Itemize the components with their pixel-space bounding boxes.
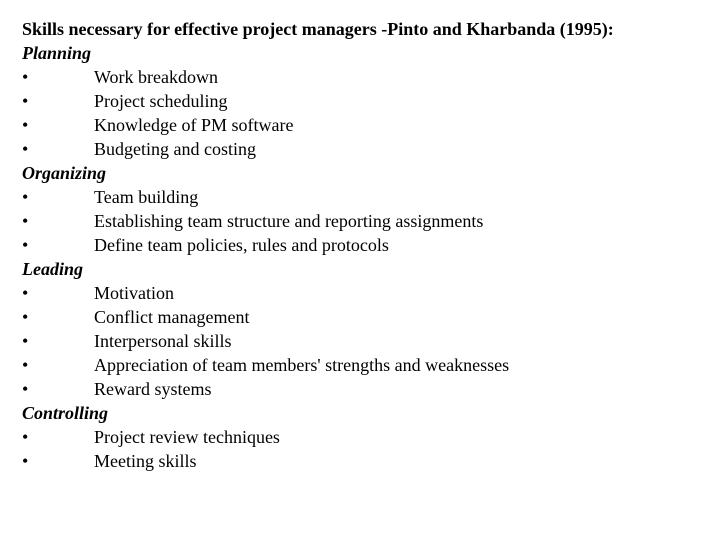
bullet-icon: • (22, 379, 29, 399)
bullet-icon: • (22, 91, 29, 111)
list-item-text: Interpersonal skills (94, 331, 232, 351)
list-item (22, 281, 712, 305)
list-item-text: Work breakdown (94, 67, 219, 87)
list-item (22, 377, 712, 401)
list-item (22, 209, 712, 233)
list-item-text: Meeting skills (94, 451, 197, 471)
list-item-text: Knowledge of PM software (94, 115, 294, 135)
document (22, 17, 712, 473)
list-item-text: Establishing team structure and reporting assignments (94, 211, 484, 231)
list-item (22, 449, 712, 473)
bullet-icon: • (22, 235, 29, 255)
list-item (22, 353, 712, 377)
bullet-icon: • (22, 187, 29, 207)
bullet-icon: • (22, 355, 29, 375)
list-item (22, 137, 712, 161)
list-item-text: Project scheduling (94, 91, 228, 111)
list-item-text: Budgeting and costing (94, 139, 256, 159)
list-item (22, 185, 712, 209)
bullet-icon: • (22, 451, 29, 471)
list-item-text: Project review techniques (94, 427, 280, 447)
list-item (22, 425, 712, 449)
list-item (22, 329, 712, 353)
list-item-text: Conflict management (94, 307, 250, 327)
bullet-icon: • (22, 67, 29, 87)
bullet-icon: • (22, 427, 29, 447)
bullet-icon: • (22, 307, 29, 327)
list-item (22, 233, 712, 257)
section-heading-leading: Leading (22, 259, 83, 279)
list-item-text: Motivation (94, 283, 174, 303)
bullet-icon: • (22, 211, 29, 231)
list-item (22, 89, 712, 113)
section-heading-organizing: Organizing (22, 163, 107, 183)
section-heading-controlling: Controlling (22, 403, 109, 423)
section-heading-planning: Planning (22, 43, 92, 63)
document-title: Skills necessary for effective project managers -Pinto and Kharbanda (1995): (22, 19, 614, 39)
list-item-text: Reward systems (94, 379, 212, 399)
list-item (22, 305, 712, 329)
list-item-text: Define team policies, rules and protocols (94, 235, 389, 255)
bullet-icon: • (22, 139, 29, 159)
list-item (22, 113, 712, 137)
list-item (22, 65, 712, 89)
bullet-icon: • (22, 115, 29, 135)
list-item-text: Team building (94, 187, 199, 207)
bullet-icon: • (22, 283, 29, 303)
bullet-icon: • (22, 331, 29, 351)
list-item-text: Appreciation of team members' strengths and weaknesses (94, 355, 510, 375)
